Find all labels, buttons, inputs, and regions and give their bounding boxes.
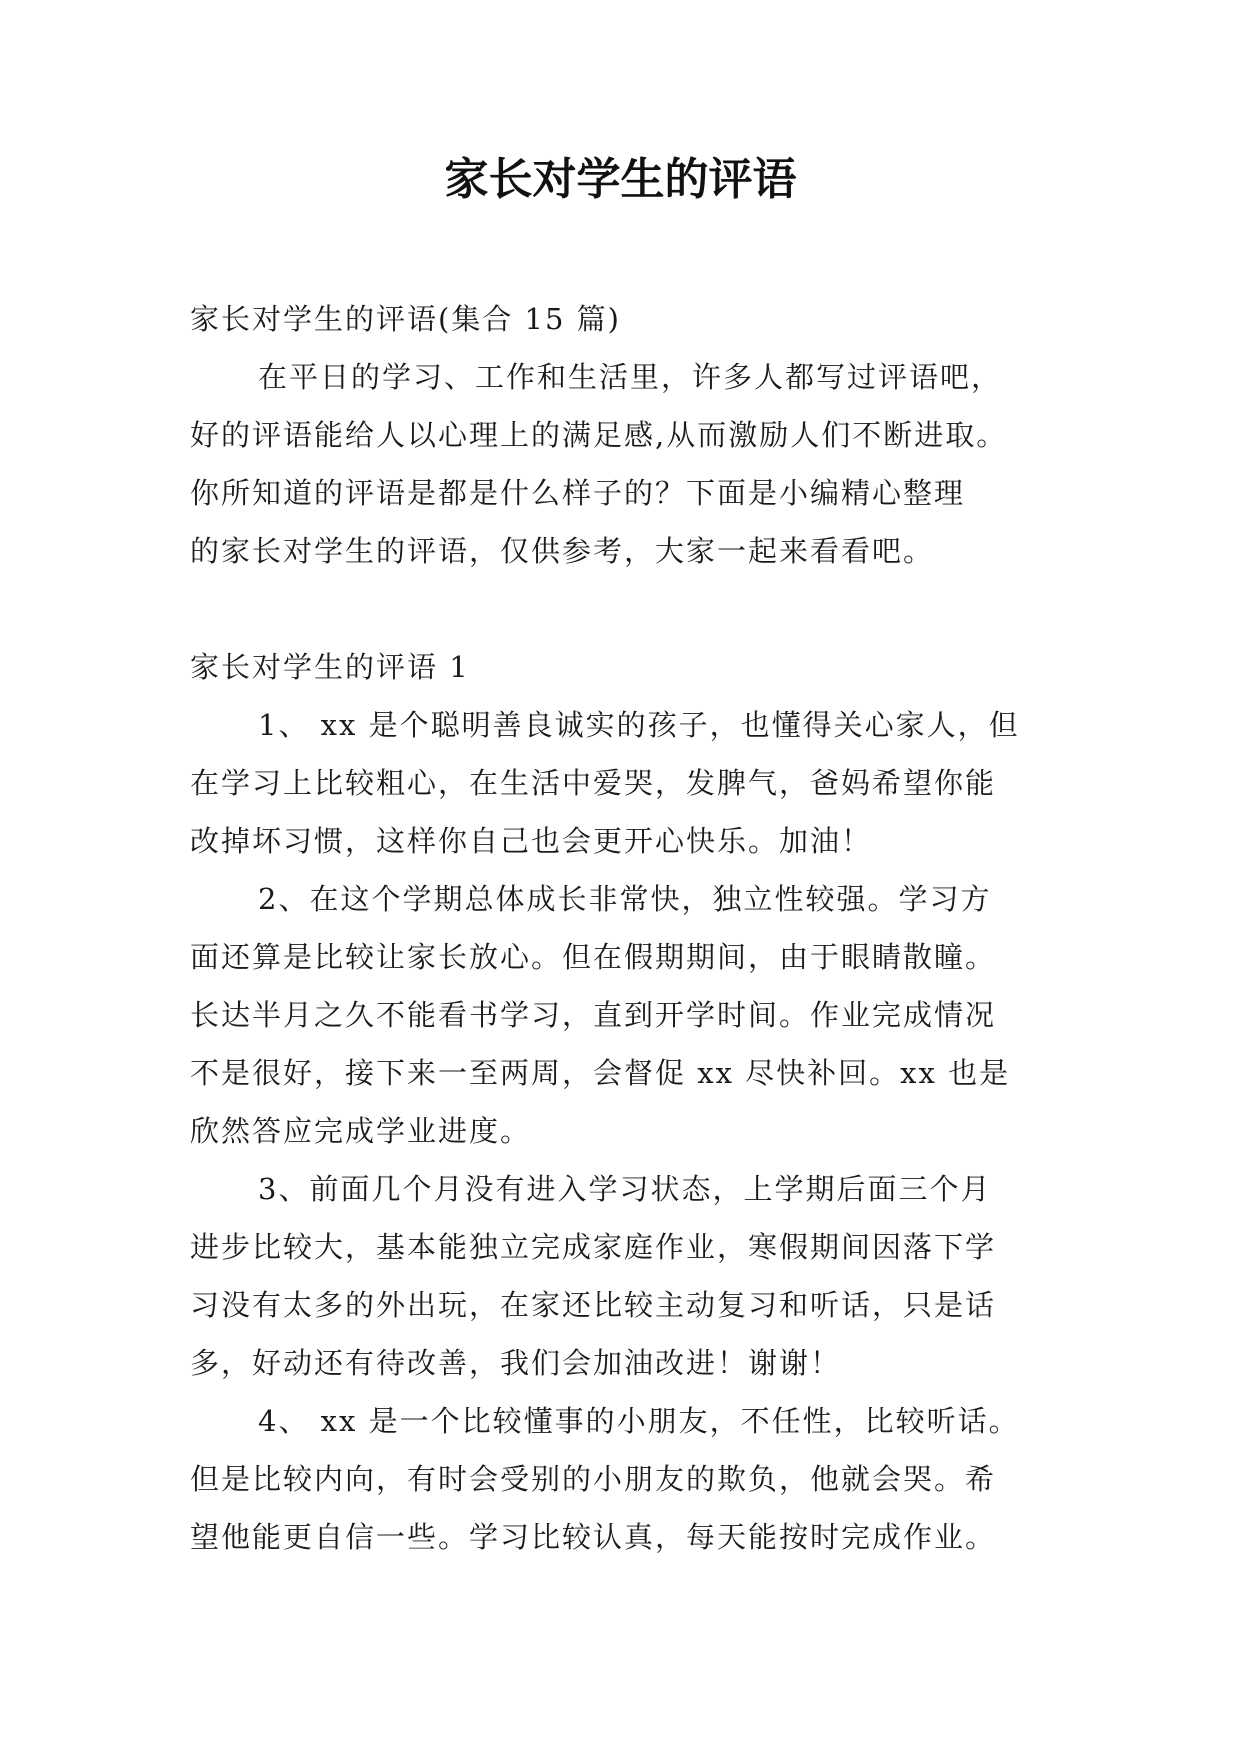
paragraph-line: 好的评语能给人以心理上的满足感,从而激励人们不断进取。 xyxy=(190,418,1008,452)
comment-item-2 xyxy=(190,870,1070,1160)
paragraph-line: 面还算是比较让家长放心。但在假期期间，由于眼睛散瞳。 xyxy=(190,940,997,974)
comment-item-1 xyxy=(190,696,1070,870)
paragraph-line: 长达半月之久不能看书学习，直到开学时间。作业完成情况 xyxy=(190,998,997,1032)
paragraph-line: 2、在这个学期总体成长非常快，独立性较强。学习方 xyxy=(258,882,992,916)
paragraph-line: 3、前面几个月没有进入学习状态，上学期后面三个月 xyxy=(258,1172,992,1206)
paragraph-line: 进步比较大，基本能独立完成家庭作业，寒假期间因落下学 xyxy=(190,1230,997,1264)
paragraph-line: 1、 xx 是个聪明善良诚实的孩子，也懂得关心家人，但 xyxy=(258,708,1020,742)
paragraph-line: 4、 xx 是一个比较懂事的小朋友，不任性，比较听话。 xyxy=(258,1404,1020,1438)
section-heading: 家长对学生的评语 1 xyxy=(190,650,470,684)
paragraph-line: 不是很好，接下来一至两周，会督促 xx 尽快补回。xx 也是 xyxy=(190,1056,1011,1090)
paragraph-line: 改掉坏习惯，这样你自己也会更开心快乐。加油！ xyxy=(190,824,873,858)
document-subtitle: 家长对学生的评语(集合 15 篇) xyxy=(190,302,621,336)
paragraph-line: 但是比较内向，有时会受别的小朋友的欺负，他就会哭。希 xyxy=(190,1462,997,1496)
document-title: 家长对学生的评语 xyxy=(444,154,797,205)
paragraph-line: 习没有太多的外出玩，在家还比较主动复习和听话，只是话 xyxy=(190,1288,997,1322)
paragraph-line: 在学习上比较粗心，在生活中爱哭，发脾气，爸妈希望你能 xyxy=(190,766,997,800)
paragraph-line: 欣然答应完成学业进度。 xyxy=(190,1114,532,1148)
paragraph-spacer xyxy=(190,580,1070,638)
document-body xyxy=(190,290,1070,1566)
comment-item-4 xyxy=(190,1392,1070,1566)
paragraph-line: 你所知道的评语是都是什么样子的？下面是小编精心整理 xyxy=(190,476,966,510)
paragraph-line: 多，好动还有待改善，我们会加油改进！谢谢！ xyxy=(190,1346,842,1380)
paragraph-line: 望他能更自信一些。学习比较认真，每天能按时完成作业。 xyxy=(190,1520,997,1554)
paragraph-line: 的家长对学生的评语，仅供参考，大家一起来看看吧。 xyxy=(190,534,935,568)
comment-item-3 xyxy=(190,1160,1070,1392)
intro-paragraph xyxy=(190,348,1070,580)
paragraph-line: 在平日的学习、工作和生活里，许多人都写过评语吧， xyxy=(258,360,1003,394)
